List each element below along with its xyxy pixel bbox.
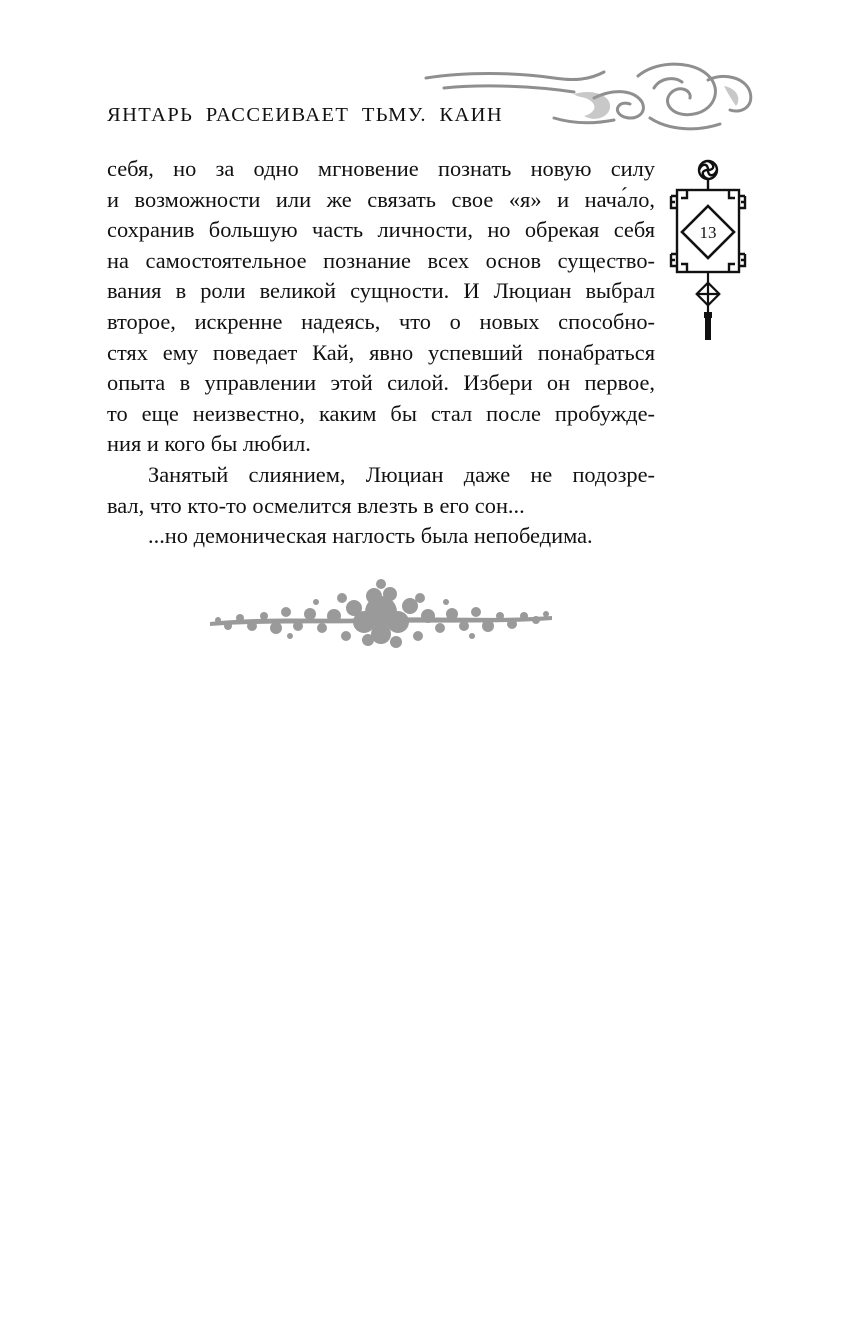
text-line: на самостоятельное познание всех основ существо- <box>107 247 655 273</box>
text-line: вания в роли великой сущности. И Люциан выбрал <box>107 278 655 304</box>
running-head: ЯНТАРЬ РАССЕИВАЕТ ТЬМУ. КАИН <box>107 104 504 126</box>
text-line: вал, что кто-то осмелится влезть в его сон... <box>107 492 525 518</box>
text-line: ния и кого бы любил. <box>107 431 311 457</box>
text-line: второе, искренне надеясь, что о новых способно- <box>107 308 655 334</box>
text-line: опыта в управлении этой силой. Избери он первое, <box>107 370 655 396</box>
text-line: ...но демоническая наглость была непобедима. <box>148 523 593 549</box>
page-number: 13 <box>699 223 717 242</box>
text-line: стях ему поведает Кай, явно успевший понабраться <box>107 339 655 365</box>
pendant-frame-icon <box>667 150 749 346</box>
text-line: Занятый слиянием, Люциан даже не подозре- <box>148 461 655 487</box>
floral-divider-icon <box>206 576 556 658</box>
text-line: то еще неизвестно, каким бы стал после пробужде- <box>107 400 655 426</box>
text-line: сохранив большую часть личности, но обрекая себя <box>107 217 655 243</box>
text-line: себя, но за одно мгновение познать новую силу <box>107 156 655 181</box>
body-text <box>107 154 655 552</box>
text-line: и возможности или же связать свое «я» и нача́ло, <box>107 186 655 212</box>
